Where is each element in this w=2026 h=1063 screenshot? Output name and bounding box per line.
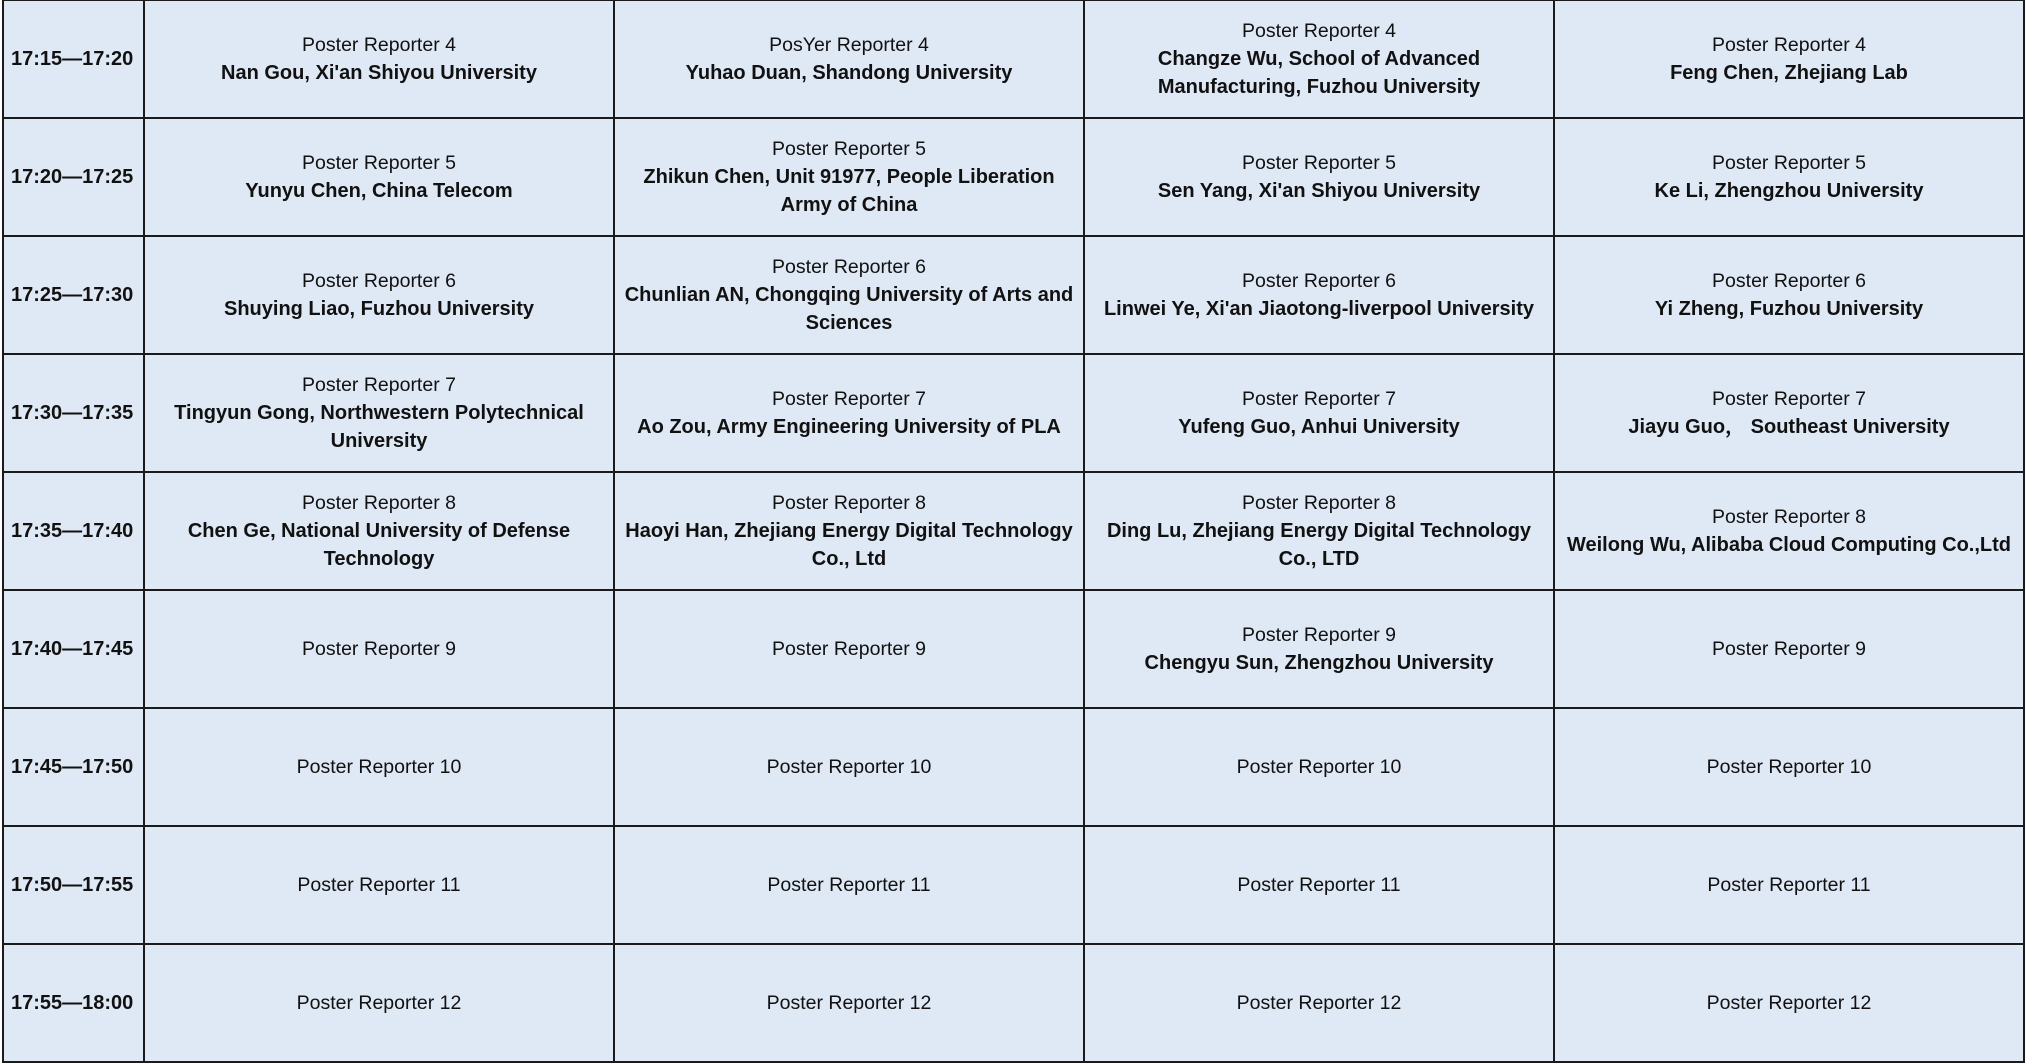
reporter-cell bbox=[614, 590, 1084, 708]
schedule-row bbox=[3, 590, 2024, 708]
reporter-cell bbox=[614, 708, 1084, 826]
reporter-cell bbox=[1554, 0, 2024, 118]
time-slot-cell: 17:30—17:35 bbox=[3, 354, 144, 472]
reporter-slot-label: Poster Reporter 12 bbox=[766, 992, 932, 1014]
reporter-slot-label: Poster Reporter 5 bbox=[1242, 152, 1396, 174]
time-slot-cell: 17:15—17:20 bbox=[3, 0, 144, 118]
reporter-cell bbox=[614, 944, 1084, 1062]
schedule-row bbox=[3, 354, 2024, 472]
reporter-name-affiliation: Nan Gou, Xi'an Shiyou University bbox=[221, 62, 537, 84]
reporter-cell bbox=[144, 236, 614, 354]
reporter-cell bbox=[144, 590, 614, 708]
reporter-slot-label: PosYer Reporter 4 bbox=[769, 34, 929, 56]
time-slot-cell: 17:45—17:50 bbox=[3, 708, 144, 826]
reporter-slot-label: Poster Reporter 11 bbox=[1237, 874, 1401, 896]
reporter-slot-label: Poster Reporter 6 bbox=[1712, 270, 1866, 292]
reporter-cell bbox=[1084, 118, 1554, 236]
reporter-slot-label: Poster Reporter 9 bbox=[772, 638, 926, 660]
reporter-cell bbox=[144, 354, 614, 472]
reporter-slot-label: Poster Reporter 5 bbox=[772, 138, 926, 160]
reporter-slot-label: Poster Reporter 8 bbox=[772, 492, 926, 514]
reporter-cell bbox=[614, 354, 1084, 472]
reporter-slot-label: Poster Reporter 11 bbox=[297, 874, 461, 896]
poster-schedule-table bbox=[2, 0, 2025, 1063]
reporter-cell bbox=[1084, 944, 1554, 1062]
reporter-cell bbox=[144, 472, 614, 590]
reporter-name-affiliation: Ding Lu, Zhejiang Energy Digital Technology Co., LTD bbox=[1106, 520, 1532, 570]
reporter-slot-label: Poster Reporter 4 bbox=[302, 34, 456, 56]
time-slot-cell: 17:20—17:25 bbox=[3, 118, 144, 236]
reporter-cell bbox=[1554, 236, 2024, 354]
reporter-name-affiliation: Changze Wu, School of Advanced Manufacturing, Fuzhou University bbox=[1157, 48, 1481, 98]
reporter-slot-label: Poster Reporter 10 bbox=[766, 756, 932, 778]
reporter-slot-label: Poster Reporter 8 bbox=[1242, 492, 1396, 514]
reporter-cell bbox=[1554, 590, 2024, 708]
schedule-body bbox=[3, 0, 2024, 1062]
reporter-name-affiliation: Zhikun Chen, Unit 91977, People Liberation Army of China bbox=[643, 166, 1055, 216]
reporter-name-affiliation: Feng Chen, Zhejiang Lab bbox=[1670, 62, 1908, 84]
reporter-cell bbox=[1084, 590, 1554, 708]
reporter-name-affiliation: Chengyu Sun, Zhengzhou University bbox=[1144, 652, 1494, 674]
schedule-row bbox=[3, 118, 2024, 236]
reporter-cell bbox=[614, 118, 1084, 236]
time-slot-cell: 17:55—18:00 bbox=[3, 944, 144, 1062]
reporter-cell bbox=[144, 0, 614, 118]
reporter-cell bbox=[1084, 0, 1554, 118]
reporter-name-affiliation: Linwei Ye, Xi'an Jiaotong-liverpool University bbox=[1103, 298, 1535, 320]
reporter-name-affiliation: Yi Zheng, Fuzhou University bbox=[1654, 298, 1924, 320]
reporter-name-affiliation: Weilong Wu, Alibaba Cloud Computing Co.,Ltd bbox=[1566, 534, 2011, 556]
reporter-cell bbox=[614, 472, 1084, 590]
reporter-name-affiliation: Chen Ge, National University of Defense Technology bbox=[187, 520, 571, 570]
time-slot-cell: 17:40—17:45 bbox=[3, 590, 144, 708]
reporter-slot-label: Poster Reporter 12 bbox=[1236, 992, 1402, 1014]
reporter-cell bbox=[144, 944, 614, 1062]
reporter-cell bbox=[614, 236, 1084, 354]
reporter-slot-label: Poster Reporter 8 bbox=[1712, 506, 1866, 528]
reporter-name-affiliation: Yunyu Chen, China Telecom bbox=[245, 180, 513, 202]
reporter-cell bbox=[1554, 354, 2024, 472]
reporter-cell bbox=[1084, 708, 1554, 826]
time-slot-cell: 17:50—17:55 bbox=[3, 826, 144, 944]
reporter-slot-label: Poster Reporter 4 bbox=[1242, 20, 1396, 42]
reporter-slot-label: Poster Reporter 10 bbox=[1706, 756, 1872, 778]
reporter-cell bbox=[1084, 236, 1554, 354]
schedule-row bbox=[3, 708, 2024, 826]
reporter-slot-label: Poster Reporter 5 bbox=[302, 152, 456, 174]
reporter-cell bbox=[1084, 354, 1554, 472]
reporter-slot-label: Poster Reporter 6 bbox=[302, 270, 456, 292]
reporter-name-affiliation: Jiayu Guo， Southeast University bbox=[1628, 416, 1950, 438]
reporter-slot-label: Poster Reporter 10 bbox=[1236, 756, 1402, 778]
reporter-slot-label: Poster Reporter 4 bbox=[1712, 34, 1866, 56]
reporter-slot-label: Poster Reporter 10 bbox=[296, 756, 462, 778]
reporter-slot-label: Poster Reporter 7 bbox=[302, 374, 456, 396]
reporter-cell bbox=[1554, 944, 2024, 1062]
reporter-name-affiliation: Sen Yang, Xi'an Shiyou University bbox=[1157, 180, 1481, 202]
reporter-slot-label: Poster Reporter 7 bbox=[772, 388, 926, 410]
reporter-slot-label: Poster Reporter 6 bbox=[1242, 270, 1396, 292]
reporter-name-affiliation: Tingyun Gong, Northwestern Polytechnical University bbox=[174, 402, 584, 452]
reporter-slot-label: Poster Reporter 11 bbox=[1707, 874, 1871, 896]
reporter-cell bbox=[614, 826, 1084, 944]
reporter-slot-label: Poster Reporter 5 bbox=[1712, 152, 1866, 174]
reporter-cell bbox=[1084, 472, 1554, 590]
reporter-cell bbox=[1554, 118, 2024, 236]
reporter-slot-label: Poster Reporter 7 bbox=[1242, 388, 1396, 410]
reporter-cell bbox=[1554, 472, 2024, 590]
reporter-name-affiliation: Yuhao Duan, Shandong University bbox=[685, 62, 1013, 84]
reporter-cell bbox=[614, 0, 1084, 118]
reporter-slot-label: Poster Reporter 7 bbox=[1712, 388, 1866, 410]
schedule-row bbox=[3, 0, 2024, 118]
reporter-slot-label: Poster Reporter 9 bbox=[302, 638, 456, 660]
reporter-cell bbox=[144, 118, 614, 236]
schedule-row bbox=[3, 826, 2024, 944]
reporter-cell bbox=[1554, 826, 2024, 944]
reporter-slot-label: Poster Reporter 6 bbox=[772, 256, 926, 278]
reporter-cell bbox=[1084, 826, 1554, 944]
reporter-name-affiliation: Ke Li, Zhengzhou University bbox=[1654, 180, 1924, 202]
reporter-name-affiliation: Chunlian AN, Chongqing University of Arts and Sciences bbox=[624, 284, 1074, 334]
reporter-slot-label: Poster Reporter 9 bbox=[1712, 638, 1866, 660]
reporter-name-affiliation: Yufeng Guo, Anhui University bbox=[1178, 416, 1460, 438]
reporter-slot-label: Poster Reporter 11 bbox=[767, 874, 931, 896]
time-slot-cell: 17:25—17:30 bbox=[3, 236, 144, 354]
reporter-slot-label: Poster Reporter 12 bbox=[296, 992, 462, 1014]
reporter-cell bbox=[144, 708, 614, 826]
reporter-cell bbox=[144, 826, 614, 944]
reporter-name-affiliation: Haoyi Han, Zhejiang Energy Digital Technology Co., Ltd bbox=[625, 520, 1073, 570]
reporter-slot-label: Poster Reporter 12 bbox=[1706, 992, 1872, 1014]
reporter-cell bbox=[1554, 708, 2024, 826]
schedule-row bbox=[3, 472, 2024, 590]
reporter-name-affiliation: Ao Zou, Army Engineering University of PLA bbox=[637, 416, 1061, 438]
reporter-slot-label: Poster Reporter 9 bbox=[1242, 624, 1396, 646]
reporter-name-affiliation: Shuying Liao, Fuzhou University bbox=[223, 298, 535, 320]
reporter-slot-label: Poster Reporter 8 bbox=[302, 492, 456, 514]
time-slot-cell: 17:35—17:40 bbox=[3, 472, 144, 590]
schedule-row bbox=[3, 944, 2024, 1062]
schedule-row bbox=[3, 236, 2024, 354]
